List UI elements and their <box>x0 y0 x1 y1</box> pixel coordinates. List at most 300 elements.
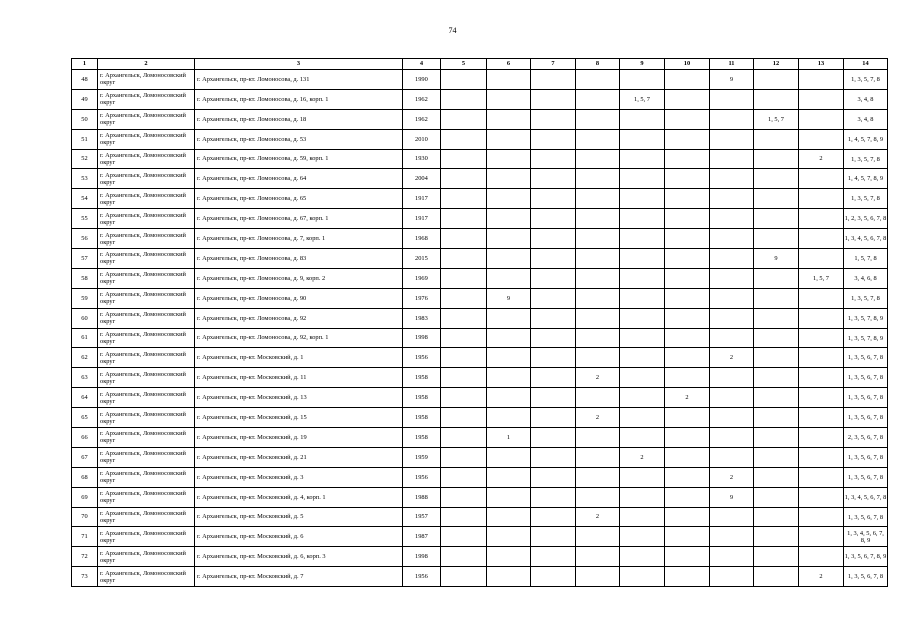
address-cell: г. Архангельск, пр-кт. Московский, д. 1 <box>195 348 403 368</box>
table-row <box>72 487 888 507</box>
district-cell: г. Архангельск, Ломоносовский округ <box>98 388 195 408</box>
column-header: 1 <box>72 59 98 70</box>
col11-cell <box>710 268 754 288</box>
col12-cell <box>754 328 799 348</box>
col12-cell <box>754 229 799 249</box>
col13-cell <box>799 189 844 209</box>
table-row <box>72 268 888 288</box>
col11-cell <box>710 149 754 169</box>
district-cell: г. Архангельск, Ломоносовский округ <box>98 368 195 388</box>
address-cell: г. Архангельск, пр-кт. Ломоносова, д. 67, корп. 1 <box>195 209 403 229</box>
col7-cell <box>531 447 576 467</box>
district-cell: г. Архангельск, Ломоносовский округ <box>98 348 195 368</box>
district-cell: г. Архангельск, Ломоносовский округ <box>98 428 195 448</box>
col10-cell <box>665 249 710 269</box>
table-row <box>72 328 888 348</box>
col10-cell <box>665 408 710 428</box>
row-number: 67 <box>72 447 98 467</box>
col10-cell <box>665 328 710 348</box>
col14-cell: 1, 3, 4, 5, 6, 7, 8 <box>844 229 888 249</box>
col5-cell <box>441 189 487 209</box>
address-cell: г. Архангельск, пр-кт. Московский, д. 11 <box>195 368 403 388</box>
column-header: 2 <box>98 59 195 70</box>
col8-cell <box>576 428 620 448</box>
col14-cell: 1, 3, 4, 5, 6, 7, 8, 9 <box>844 527 888 547</box>
row-number: 52 <box>72 149 98 169</box>
year-cell: 1962 <box>403 89 441 109</box>
col8-cell <box>576 328 620 348</box>
col5-cell <box>441 507 487 527</box>
district-cell: г. Архангельск, Ломоносовский округ <box>98 288 195 308</box>
col8-cell <box>576 249 620 269</box>
col12-cell <box>754 388 799 408</box>
row-number: 51 <box>72 129 98 149</box>
col13-cell <box>799 368 844 388</box>
district-cell: г. Архангельск, Ломоносовский округ <box>98 169 195 189</box>
table-row <box>72 428 888 448</box>
col9-cell <box>620 268 665 288</box>
col13-cell: 2 <box>799 149 844 169</box>
col11-cell <box>710 428 754 448</box>
col12-cell <box>754 308 799 328</box>
col7-cell <box>531 328 576 348</box>
col5-cell <box>441 229 487 249</box>
table-body <box>72 70 888 587</box>
col10-cell <box>665 428 710 448</box>
district-cell: г. Архангельск, Ломоносовский округ <box>98 129 195 149</box>
col6-cell <box>487 348 531 368</box>
col13-cell <box>799 487 844 507</box>
address-cell: г. Архангельск, пр-кт. Ломоносова, д. 92 <box>195 308 403 328</box>
district-cell: г. Архангельск, Ломоносовский округ <box>98 567 195 587</box>
col7-cell <box>531 70 576 90</box>
buildings-table <box>71 58 888 587</box>
row-number: 63 <box>72 368 98 388</box>
district-cell: г. Архангельск, Ломоносовский округ <box>98 70 195 90</box>
col8-cell <box>576 169 620 189</box>
col14-cell: 1, 3, 5, 6, 7, 8 <box>844 408 888 428</box>
col14-cell: 1, 3, 5, 7, 8 <box>844 149 888 169</box>
col7-cell <box>531 567 576 587</box>
col8-cell <box>576 567 620 587</box>
table-header-row <box>72 59 888 70</box>
col13-cell <box>799 408 844 428</box>
col14-cell: 1, 3, 5, 6, 7, 8 <box>844 507 888 527</box>
col9-cell <box>620 229 665 249</box>
col5-cell <box>441 527 487 547</box>
address-cell: г. Архангельск, пр-кт. Московский, д. 15 <box>195 408 403 428</box>
col9-cell <box>620 209 665 229</box>
table-row <box>72 368 888 388</box>
col5-cell <box>441 447 487 467</box>
col11-cell <box>710 169 754 189</box>
col9-cell <box>620 388 665 408</box>
col9-cell: 1, 5, 7 <box>620 89 665 109</box>
col7-cell <box>531 229 576 249</box>
col9-cell <box>620 288 665 308</box>
col9-cell <box>620 70 665 90</box>
col10-cell <box>665 487 710 507</box>
col8-cell <box>576 209 620 229</box>
col6-cell <box>487 229 531 249</box>
col5-cell <box>441 388 487 408</box>
col9-cell <box>620 567 665 587</box>
col5-cell <box>441 249 487 269</box>
year-cell: 1957 <box>403 507 441 527</box>
col7-cell <box>531 368 576 388</box>
col7-cell <box>531 209 576 229</box>
col10-cell <box>665 109 710 129</box>
district-cell: г. Архангельск, Ломоносовский округ <box>98 268 195 288</box>
col5-cell <box>441 487 487 507</box>
year-cell: 1987 <box>403 527 441 547</box>
address-cell: г. Архангельск, пр-кт. Ломоносова, д. 90 <box>195 288 403 308</box>
col7-cell <box>531 129 576 149</box>
year-cell: 1956 <box>403 467 441 487</box>
col12-cell <box>754 70 799 90</box>
col11-cell: 9 <box>710 70 754 90</box>
col14-cell: 1, 3, 5, 6, 7, 8, 9 <box>844 547 888 567</box>
col8-cell <box>576 268 620 288</box>
col10-cell <box>665 129 710 149</box>
col13-cell <box>799 169 844 189</box>
district-cell: г. Архангельск, Ломоносовский округ <box>98 527 195 547</box>
col11-cell <box>710 328 754 348</box>
col6-cell <box>487 169 531 189</box>
col14-cell: 1, 3, 5, 7, 8, 9 <box>844 328 888 348</box>
col10-cell <box>665 149 710 169</box>
col6-cell <box>487 70 531 90</box>
col10-cell <box>665 527 710 547</box>
table-row <box>72 388 888 408</box>
col12-cell <box>754 129 799 149</box>
col8-cell <box>576 487 620 507</box>
col12-cell <box>754 169 799 189</box>
col6-cell <box>487 189 531 209</box>
col5-cell <box>441 89 487 109</box>
col7-cell <box>531 547 576 567</box>
col7-cell <box>531 149 576 169</box>
col12-cell <box>754 348 799 368</box>
col14-cell: 1, 3, 5, 7, 8 <box>844 70 888 90</box>
col5-cell <box>441 70 487 90</box>
col12-cell <box>754 487 799 507</box>
table-row <box>72 129 888 149</box>
col7-cell <box>531 388 576 408</box>
col12-cell <box>754 368 799 388</box>
table-row <box>72 447 888 467</box>
column-header: 10 <box>665 59 710 70</box>
row-number: 72 <box>72 547 98 567</box>
col9-cell <box>620 169 665 189</box>
row-number: 64 <box>72 388 98 408</box>
col11-cell <box>710 249 754 269</box>
col6-cell <box>487 308 531 328</box>
col12-cell <box>754 527 799 547</box>
col5-cell <box>441 308 487 328</box>
district-cell: г. Архангельск, Ломоносовский округ <box>98 487 195 507</box>
column-header: 3 <box>195 59 403 70</box>
col13-cell <box>799 288 844 308</box>
col14-cell: 1, 3, 5, 6, 7, 8 <box>844 447 888 467</box>
col10-cell <box>665 209 710 229</box>
table-row <box>72 288 888 308</box>
year-cell: 1983 <box>403 308 441 328</box>
address-cell: г. Архангельск, пр-кт. Ломоносова, д. 16, корп. 1 <box>195 89 403 109</box>
col13-cell <box>799 209 844 229</box>
row-number: 53 <box>72 169 98 189</box>
col7-cell <box>531 348 576 368</box>
col9-cell <box>620 308 665 328</box>
col9-cell <box>620 328 665 348</box>
col13-cell <box>799 547 844 567</box>
col8-cell <box>576 288 620 308</box>
col8-cell <box>576 229 620 249</box>
col8-cell <box>576 70 620 90</box>
row-number: 55 <box>72 209 98 229</box>
table-row <box>72 348 888 368</box>
table-row <box>72 109 888 129</box>
col9-cell <box>620 348 665 368</box>
col12-cell <box>754 507 799 527</box>
year-cell: 1968 <box>403 229 441 249</box>
col5-cell <box>441 547 487 567</box>
col12-cell <box>754 209 799 229</box>
col9-cell <box>620 408 665 428</box>
col12-cell: 1, 5, 7 <box>754 109 799 129</box>
col5-cell <box>441 428 487 448</box>
table-row <box>72 567 888 587</box>
col8-cell <box>576 129 620 149</box>
col14-cell: 1, 3, 5, 6, 7, 8 <box>844 348 888 368</box>
year-cell: 1917 <box>403 209 441 229</box>
row-number: 56 <box>72 229 98 249</box>
col5-cell <box>441 149 487 169</box>
address-cell: г. Архангельск, пр-кт. Ломоносова, д. 131 <box>195 70 403 90</box>
col9-cell <box>620 129 665 149</box>
col14-cell: 1, 3, 5, 7, 8 <box>844 288 888 308</box>
col8-cell <box>576 149 620 169</box>
col11-cell <box>710 567 754 587</box>
col8-cell <box>576 527 620 547</box>
address-cell: г. Архангельск, пр-кт. Московский, д. 4, корп. 1 <box>195 487 403 507</box>
col14-cell: 1, 3, 5, 7, 8, 9 <box>844 308 888 328</box>
col14-cell: 1, 3, 5, 6, 7, 8 <box>844 567 888 587</box>
year-cell: 2015 <box>403 249 441 269</box>
col6-cell <box>487 328 531 348</box>
col10-cell <box>665 268 710 288</box>
col14-cell: 1, 3, 5, 6, 7, 8 <box>844 467 888 487</box>
col12-cell <box>754 467 799 487</box>
col13-cell <box>799 328 844 348</box>
col6-cell <box>487 447 531 467</box>
address-cell: г. Архангельск, пр-кт. Московский, д. 13 <box>195 388 403 408</box>
col6-cell <box>487 487 531 507</box>
col7-cell <box>531 408 576 428</box>
col9-cell <box>620 507 665 527</box>
col5-cell <box>441 109 487 129</box>
col11-cell <box>710 547 754 567</box>
year-cell: 1958 <box>403 428 441 448</box>
column-header: 7 <box>531 59 576 70</box>
col11-cell <box>710 507 754 527</box>
district-cell: г. Архангельск, Ломоносовский округ <box>98 328 195 348</box>
row-number: 59 <box>72 288 98 308</box>
district-cell: г. Архангельск, Ломоносовский округ <box>98 189 195 209</box>
col13-cell <box>799 507 844 527</box>
col10-cell <box>665 348 710 368</box>
col11-cell <box>710 447 754 467</box>
row-number: 57 <box>72 249 98 269</box>
col9-cell <box>620 467 665 487</box>
col11-cell <box>710 288 754 308</box>
col5-cell <box>441 328 487 348</box>
row-number: 60 <box>72 308 98 328</box>
table-row <box>72 229 888 249</box>
col10-cell <box>665 229 710 249</box>
col11-cell <box>710 388 754 408</box>
col10-cell <box>665 368 710 388</box>
col12-cell: 9 <box>754 249 799 269</box>
col8-cell <box>576 447 620 467</box>
col5-cell <box>441 408 487 428</box>
col13-cell <box>799 348 844 368</box>
address-cell: г. Архангельск, пр-кт. Ломоносова, д. 64 <box>195 169 403 189</box>
col8-cell <box>576 89 620 109</box>
address-cell: г. Архангельск, пр-кт. Ломоносова, д. 92, корп. 1 <box>195 328 403 348</box>
district-cell: г. Архангельск, Ломоносовский округ <box>98 408 195 428</box>
year-cell: 1990 <box>403 70 441 90</box>
col9-cell <box>620 368 665 388</box>
col6-cell: 1 <box>487 428 531 448</box>
col10-cell <box>665 169 710 189</box>
column-header: 5 <box>441 59 487 70</box>
address-cell: г. Архангельск, пр-кт. Ломоносова, д. 18 <box>195 109 403 129</box>
col12-cell <box>754 567 799 587</box>
col5-cell <box>441 209 487 229</box>
col12-cell <box>754 288 799 308</box>
table-row <box>72 308 888 328</box>
row-number: 49 <box>72 89 98 109</box>
col6-cell <box>487 547 531 567</box>
year-cell: 2004 <box>403 169 441 189</box>
col13-cell <box>799 467 844 487</box>
address-cell: г. Архангельск, пр-кт. Ломоносова, д. 9, корп. 2 <box>195 268 403 288</box>
address-cell: г. Архангельск, пр-кт. Ломоносова, д. 53 <box>195 129 403 149</box>
column-header: 6 <box>487 59 531 70</box>
row-number: 73 <box>72 567 98 587</box>
col6-cell <box>487 268 531 288</box>
col10-cell <box>665 308 710 328</box>
col9-cell <box>620 109 665 129</box>
col6-cell <box>487 368 531 388</box>
address-cell: г. Архангельск, пр-кт. Московский, д. 21 <box>195 447 403 467</box>
table-row <box>72 209 888 229</box>
col11-cell <box>710 229 754 249</box>
col8-cell: 2 <box>576 368 620 388</box>
column-header: 9 <box>620 59 665 70</box>
col6-cell: 9 <box>487 288 531 308</box>
col13-cell: 2 <box>799 567 844 587</box>
table-row <box>72 189 888 209</box>
col7-cell <box>531 487 576 507</box>
year-cell: 1959 <box>403 447 441 467</box>
col6-cell <box>487 408 531 428</box>
row-number: 48 <box>72 70 98 90</box>
col6-cell <box>487 149 531 169</box>
year-cell: 1969 <box>403 268 441 288</box>
col7-cell <box>531 288 576 308</box>
col12-cell <box>754 149 799 169</box>
col10-cell <box>665 507 710 527</box>
col11-cell: 2 <box>710 348 754 368</box>
col14-cell: 1, 3, 4, 5, 6, 7, 8 <box>844 487 888 507</box>
col7-cell <box>531 189 576 209</box>
col12-cell <box>754 189 799 209</box>
col9-cell <box>620 249 665 269</box>
column-header: 8 <box>576 59 620 70</box>
district-cell: г. Архангельск, Ломоносовский округ <box>98 467 195 487</box>
address-cell: г. Архангельск, пр-кт. Московский, д. 5 <box>195 507 403 527</box>
year-cell: 1958 <box>403 388 441 408</box>
year-cell: 1958 <box>403 408 441 428</box>
row-number: 61 <box>72 328 98 348</box>
year-cell: 1956 <box>403 567 441 587</box>
col10-cell: 2 <box>665 388 710 408</box>
col14-cell: 3, 4, 8 <box>844 89 888 109</box>
district-cell: г. Архангельск, Ломоносовский округ <box>98 229 195 249</box>
col8-cell <box>576 467 620 487</box>
col11-cell <box>710 308 754 328</box>
address-cell: г. Архангельск, пр-кт. Московский, д. 3 <box>195 467 403 487</box>
col11-cell <box>710 408 754 428</box>
row-number: 68 <box>72 467 98 487</box>
col14-cell: 1, 3, 5, 6, 7, 8 <box>844 388 888 408</box>
row-number: 62 <box>72 348 98 368</box>
col10-cell <box>665 70 710 90</box>
col12-cell <box>754 89 799 109</box>
col10-cell <box>665 89 710 109</box>
page-number: 74 <box>448 26 457 35</box>
district-cell: г. Архангельск, Ломоносовский округ <box>98 249 195 269</box>
col8-cell <box>576 348 620 368</box>
col5-cell <box>441 129 487 149</box>
year-cell: 2010 <box>403 129 441 149</box>
col8-cell <box>576 189 620 209</box>
col6-cell <box>487 89 531 109</box>
table-row <box>72 507 888 527</box>
column-header: 13 <box>799 59 844 70</box>
table-row <box>72 547 888 567</box>
year-cell: 1998 <box>403 547 441 567</box>
table-row <box>72 527 888 547</box>
district-cell: г. Архангельск, Ломоносовский округ <box>98 447 195 467</box>
col12-cell <box>754 428 799 448</box>
col9-cell <box>620 547 665 567</box>
col11-cell <box>710 109 754 129</box>
row-number: 58 <box>72 268 98 288</box>
year-cell: 1958 <box>403 368 441 388</box>
col9-cell <box>620 189 665 209</box>
district-cell: г. Архангельск, Ломоносовский округ <box>98 209 195 229</box>
district-cell: г. Архангельск, Ломоносовский округ <box>98 547 195 567</box>
col6-cell <box>487 249 531 269</box>
column-header: 14 <box>844 59 888 70</box>
col10-cell <box>665 467 710 487</box>
col5-cell <box>441 268 487 288</box>
col10-cell <box>665 547 710 567</box>
address-cell: г. Архангельск, пр-кт. Ломоносова, д. 65 <box>195 189 403 209</box>
